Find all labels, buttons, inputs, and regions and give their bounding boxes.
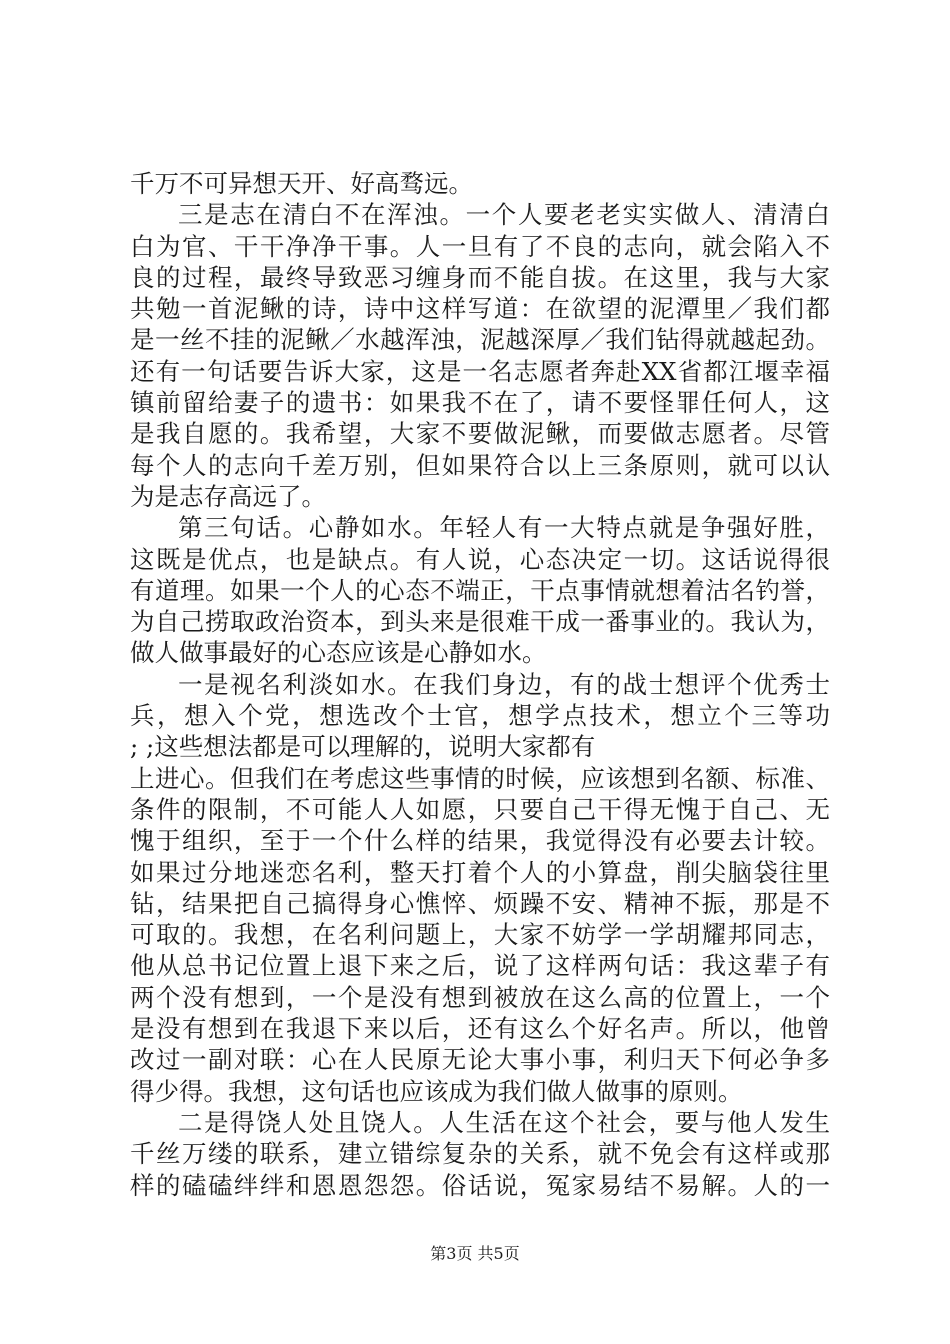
text-line: 可取的。我想，在名利问题上，大家不妨学一学胡耀邦同志， [130, 920, 830, 950]
text-line: 良的过程，最终导致恶习缠身而不能自拔。在这里，我与大家 [130, 262, 830, 292]
text-line: 千丝万缕的联系，建立错综复杂的关系，就不免会有这样或那 [130, 1139, 830, 1169]
text-line: 一是视名利淡如水。在我们身边，有的战士想评个优秀士 [178, 669, 830, 699]
document-body [130, 168, 830, 1201]
text-line: 为自己捞取政治资本，到头来是很难干成一番事业的。我认为， [130, 607, 830, 637]
text-line: 如果过分地迷恋名利，整天打着个人的小算盘，削尖脑袋往里 [130, 857, 830, 887]
text-line: 千万不可异想天开、好高骛远。 [130, 169, 473, 198]
text-line: 三是志在清白不在浑浊。一个人要老老实实做人、清清白 [178, 200, 830, 230]
text-line: 为是志存高远了。 [130, 481, 326, 511]
text-line: 改过一副对联：心在人民原无论大事小事，利归天下何必争多 [130, 1045, 830, 1075]
text-line: 做人做事最好的心态应该是心静如水。 [130, 638, 547, 668]
text-line: 二是得饶人处且饶人。人生活在这个社会，要与他人发生 [178, 1107, 830, 1137]
text-line: 他从总书记位置上退下来之后，说了这样两句话：我这辈子有 [130, 951, 830, 981]
text-line: 还有一句话要告诉大家，这是一名志愿者奔赴XX省都江堰幸福 [130, 356, 830, 386]
text-line: 每个人的志向千差万别，但如果符合以上三条原则，就可以认 [130, 450, 830, 480]
text-line: 镇前留给妻子的遗书：如果我不在了，请不要怪罪任何人，这 [130, 388, 830, 418]
text-line: 上进心。但我们在考虑这些事情的时候，应该想到名额、标准、 [130, 763, 830, 793]
text-line: 是没有想到在我退下来以后，还有这么个好名声。所以，他曾 [130, 1014, 830, 1044]
text-line: 这既是优点，也是缺点。有人说，心态决定一切。这话说得很 [130, 544, 830, 574]
text-line: 是一丝不挂的泥鳅／水越浑浊，泥越深厚／我们钻得就越起劲。 [130, 325, 830, 355]
text-line: 有道理。如果一个人的心态不端正，干点事情就想着沽名钓誉， [130, 575, 830, 605]
text-line: ; ;这些想法都是可以理解的，说明大家都有 [130, 732, 596, 762]
text-line: 兵，想入个党，想选改个士官，想学点技术，想立个三等功 [130, 701, 830, 731]
text-line: 条件的限制，不可能人人如愿，只要自己干得无愧于自己、无 [130, 794, 830, 824]
page-footer: 第3页 共5页 [430, 1244, 520, 1263]
text-line: 白为官、干干净净干事。人一旦有了不良的志向，就会陷入不 [130, 231, 830, 261]
text-line: 样的磕磕绊绊和恩恩怨怨。俗话说，冤家易结不易解。人的一 [130, 1170, 830, 1200]
text-line: 钻，结果把自己搞得身心憔悴、烦躁不安、精神不振，那是不 [130, 888, 830, 918]
text-line: 第三句话。心静如水。年轻人有一大特点就是争强好胜， [178, 513, 830, 543]
text-line: 共勉一首泥鳅的诗，诗中这样写道：在欲望的泥潭里／我们都 [130, 294, 830, 324]
text-line: 得少得。我想，这句话也应该成为我们做人做事的原则。 [130, 1076, 743, 1106]
text-line: 两个没有想到，一个是没有想到被放在这么高的位置上，一个 [130, 982, 830, 1012]
text-line: 愧于组织，至于一个什么样的结果，我觉得没有必要去计较。 [130, 826, 830, 856]
text-line: 是我自愿的。我希望，大家不要做泥鳅，而要做志愿者。尽管 [130, 419, 830, 449]
